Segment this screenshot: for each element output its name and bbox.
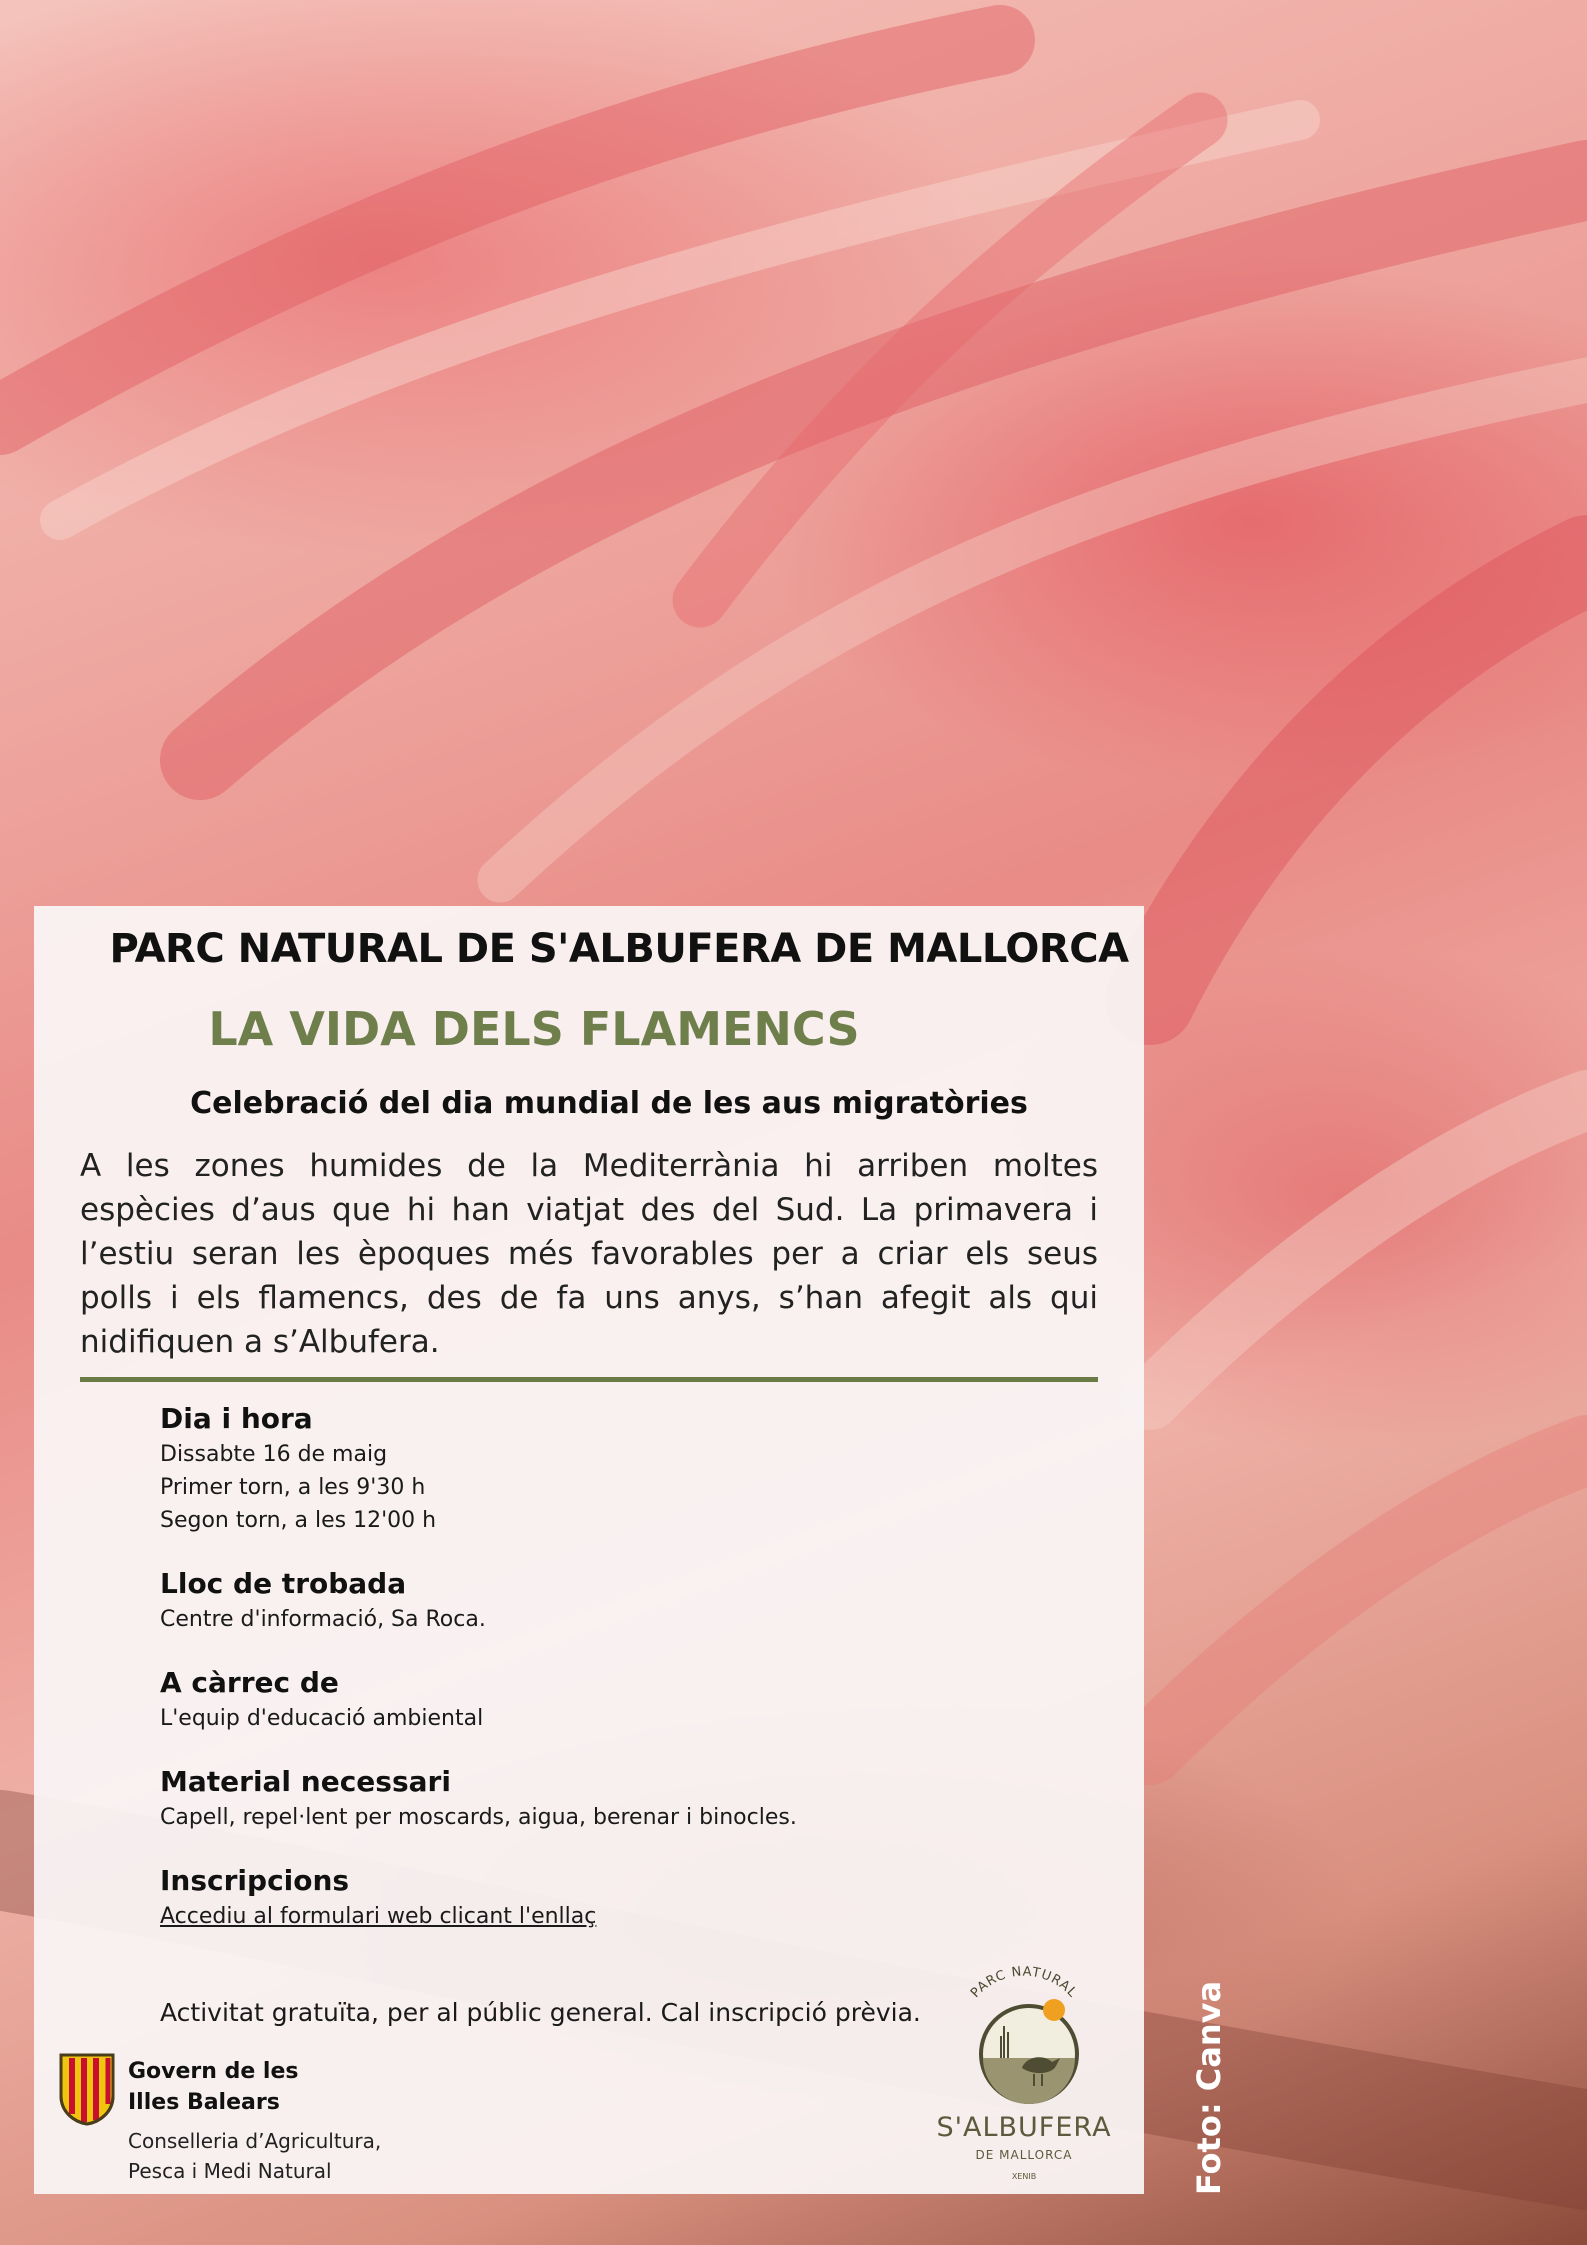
event-details — [160, 1400, 1060, 1961]
material-line: Capell, repel·lent per moscards, aigua, berenar i binocles. — [160, 1805, 797, 1830]
government-name-line1: Govern de les — [128, 2059, 299, 2084]
government-name-line2: Illes Balears — [128, 2090, 280, 2115]
section-when — [160, 1400, 1060, 1537]
photo-credit: Foto: Canva — [1190, 1980, 1228, 2195]
government-logo — [58, 2052, 418, 2182]
first-session-line: Primer torn, a les 9'30 h — [160, 1475, 426, 1500]
park-title: PARC NATURAL DE S'ALBUFERA DE MALLORCA — [109, 926, 1129, 972]
section-title: Dia i hora — [160, 1402, 313, 1435]
free-activity-note: Activitat gratuïta, per al públic general. Cal inscripció prèvia. — [160, 1998, 921, 2027]
section-title: Inscripcions — [160, 1864, 350, 1897]
government-name — [128, 2056, 299, 2118]
date-line: Dissabte 16 de maig — [160, 1442, 388, 1467]
balearic-shield-icon — [58, 2052, 116, 2126]
second-session-line: Segon torn, a les 12'00 h — [160, 1508, 437, 1533]
meeting-point-line: Centre d'informació, Sa Roca. — [160, 1607, 486, 1632]
signup-form-link[interactable]: Accediu al formulari web clicant l'enllaç — [160, 1904, 597, 1929]
section-host — [160, 1664, 1060, 1735]
section-title: A càrrec de — [160, 1666, 339, 1699]
section-where — [160, 1565, 1060, 1636]
divider — [80, 1377, 1098, 1382]
section-material — [160, 1763, 1060, 1834]
park-logo-arc-label: PARC NATURAL — [967, 1964, 1080, 2001]
bird-wetland-emblem-icon — [974, 1996, 1084, 2106]
event-title-text: LA VIDA DELS FLAMENCS — [208, 1002, 860, 1056]
host-line: L'equip d'educació ambiental — [160, 1706, 484, 1731]
park-logo — [924, 1964, 1124, 2186]
section-signup — [160, 1862, 1060, 1933]
event-subtitle: Celebració del dia mundial de les aus migratòries — [190, 1086, 1028, 1121]
park-logo-subtitle: DE MALLORCA — [975, 2148, 1073, 2162]
section-title: Material necessari — [160, 1765, 451, 1798]
park-logo-name: S'ALBUFERA — [936, 2112, 1112, 2143]
event-title — [34, 1002, 1144, 1056]
department-line2: Pesca i Medi Natural — [128, 2159, 332, 2183]
park-logo-tiny-text: XENIB — [1011, 2172, 1037, 2181]
intro-paragraph: A les zones humides de la Mediterrània hi arriben moltes espècies d’aus que hi han viatjat des del Sud. La primavera i l’estiu seran les èpoques més favorables per a criar els seus polls i els flamencs, des de fa uns anys, s’han afegit als qui nidifiquen a s’Albufera. — [80, 1148, 1098, 1360]
department-name — [128, 2126, 381, 2186]
department-line1: Conselleria d’Agricultura, — [128, 2129, 382, 2153]
info-card — [34, 906, 1144, 2194]
section-title: Lloc de trobada — [160, 1567, 407, 1600]
